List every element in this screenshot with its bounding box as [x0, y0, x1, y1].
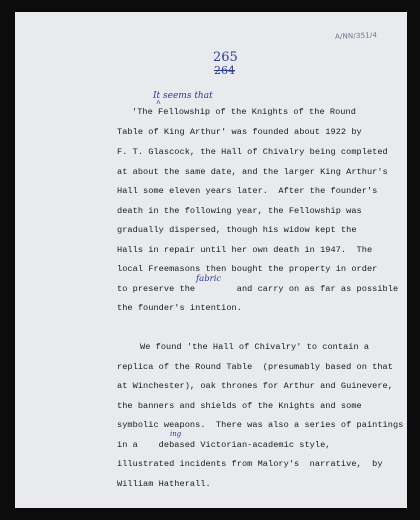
text-line: replica of the Round Table (presumably based on that: [117, 362, 393, 372]
text-line: symbolic weapons. There was also a series of paintings: [117, 420, 404, 430]
page-number-struck: 264: [214, 64, 235, 77]
document-page: [15, 12, 407, 508]
text-line: Hall some eleven years later. After the founder's: [117, 186, 378, 196]
text-line: at Winchester), oak thrones for Arthur and Guinevere,: [117, 381, 393, 391]
text-line: We found 'the Hall of Chivalry' to contain a: [140, 342, 370, 352]
text-line: death in the following year, the Fellowship was: [117, 206, 362, 216]
text-line: the banners and shields of the Knights and some: [117, 401, 362, 411]
text-line: gradually dispersed, though his widow kept the: [117, 225, 357, 235]
text-line: Halls in repair until her own death in 1947. The: [117, 245, 373, 255]
insertion-caret: ^: [156, 100, 161, 109]
text-line: illustrated incidents from Malory's narrative, by: [117, 459, 383, 469]
page-number: 265: [213, 50, 238, 65]
handwritten-insertion: It seems that: [153, 91, 213, 101]
text-line: the founder's intention.: [117, 303, 242, 313]
handwritten-ing: ing: [170, 430, 182, 438]
text-line: F. T. Glascock, the Hall of Chivalry being completed: [117, 147, 388, 157]
text-line: to preserve the and carry on as far as possible: [117, 284, 399, 294]
text-line: 'The Fellowship of the Knights of the Round: [132, 107, 356, 117]
handwritten-fabric: fabric: [196, 274, 222, 284]
archive-reference: A/NN/351/4: [334, 31, 378, 41]
text-line: local Freemasons then bought the property in order: [117, 264, 378, 274]
text-line: at about the same date, and the larger King Arthur's: [117, 167, 388, 177]
text-line: in a debased Victorian-academic style,: [117, 440, 373, 450]
text-line: William Hatherall.: [117, 479, 211, 489]
text-line: Table of King Arthur' was founded about 1922 by: [117, 127, 362, 137]
